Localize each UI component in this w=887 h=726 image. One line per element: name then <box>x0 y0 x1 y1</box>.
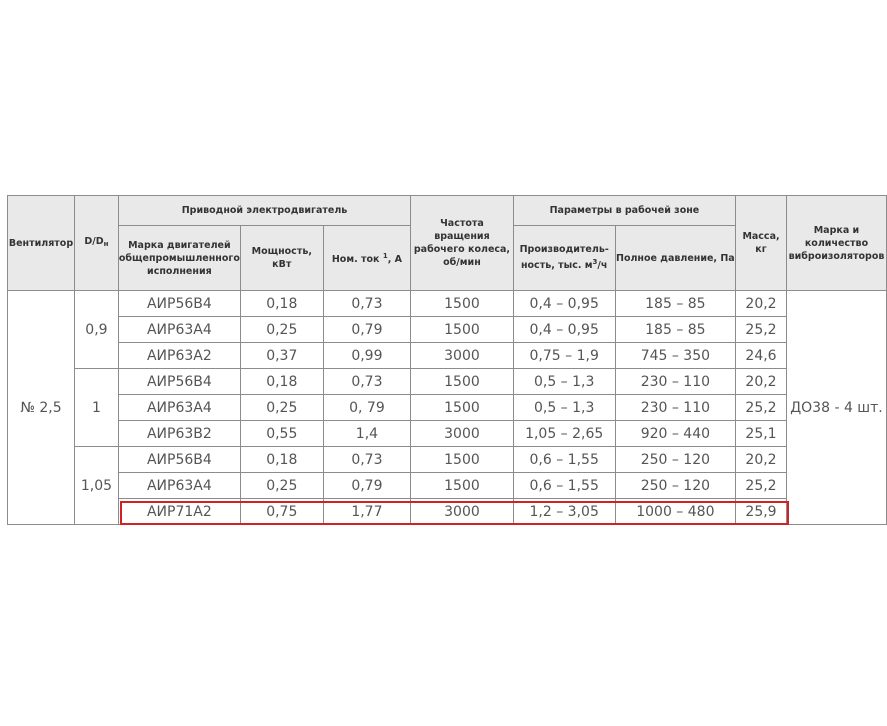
power-cell: 0,25 <box>240 317 323 343</box>
mass-cell: 25,9 <box>736 499 787 525</box>
pressure-cell: 250 – 120 <box>615 473 735 499</box>
table-row <box>8 369 887 395</box>
pressure-cell: 745 – 350 <box>615 343 735 369</box>
header-power: Мощность, кВт <box>240 226 323 291</box>
dd-cell: 1 <box>74 369 118 447</box>
dd-cell: 0,9 <box>74 291 118 369</box>
pressure-cell: 230 – 110 <box>615 369 735 395</box>
capacity-cell: 0,4 – 0,95 <box>513 291 615 317</box>
speed-cell: 1500 <box>411 473 514 499</box>
mass-cell: 25,2 <box>736 473 787 499</box>
pressure-cell: 250 – 120 <box>615 447 735 473</box>
power-cell: 0,75 <box>240 499 323 525</box>
current-cell: 1,4 <box>323 421 411 447</box>
current-cell: 1,77 <box>323 499 411 525</box>
current-cell: 0,79 <box>323 317 411 343</box>
brand-cell: АИР56В4 <box>118 369 240 395</box>
pressure-cell: 1000 – 480 <box>615 499 735 525</box>
table-row <box>8 447 887 473</box>
brand-cell: АИР63А4 <box>118 317 240 343</box>
header-fan: Вентилятор <box>8 196 75 291</box>
capacity-cell: 0,4 – 0,95 <box>513 317 615 343</box>
table-row <box>8 421 887 447</box>
power-cell: 0,18 <box>240 291 323 317</box>
current-cell: 0,79 <box>323 473 411 499</box>
header-current: Ном. ток $^1$, А <box>323 226 411 291</box>
capacity-cell: 1,2 – 3,05 <box>513 499 615 525</box>
brand-cell: АИР63А2 <box>118 343 240 369</box>
brand-cell: АИР56В4 <box>118 291 240 317</box>
spec-table-container <box>7 195 887 525</box>
current-cell: 0,99 <box>323 343 411 369</box>
current-cell: 0,73 <box>323 291 411 317</box>
speed-cell: 1500 <box>411 447 514 473</box>
power-cell: 0,55 <box>240 421 323 447</box>
isolator-cell: ДО38 - 4 шт. <box>786 291 886 525</box>
brand-cell: АИР63В2 <box>118 421 240 447</box>
capacity-cell: 0,6 – 1,55 <box>513 473 615 499</box>
header-pressure: Полное давление, Па <box>615 226 735 291</box>
speed-cell: 1500 <box>411 395 514 421</box>
fan-cell: № 2,5 <box>8 291 75 525</box>
power-cell: 0,25 <box>240 395 323 421</box>
table-row <box>8 473 887 499</box>
header-isolators: Марка и количество виброизоляторов <box>786 196 886 291</box>
current-cell: 0,73 <box>323 369 411 395</box>
speed-cell: 3000 <box>411 343 514 369</box>
pressure-cell: 185 – 85 <box>615 291 735 317</box>
speed-cell: 1500 <box>411 291 514 317</box>
power-cell: 0,25 <box>240 473 323 499</box>
header-capacity: Производитель-ность, тыс. $м^3/ч$ <box>513 226 615 291</box>
capacity-cell: 1,05 – 2,65 <box>513 421 615 447</box>
brand-cell: АИР56В4 <box>118 447 240 473</box>
header-speed: Частота вращения рабочего колеса, об/мин <box>411 196 514 291</box>
mass-cell: 25,1 <box>736 421 787 447</box>
mass-cell: 25,2 <box>736 395 787 421</box>
table-row <box>8 317 887 343</box>
brand-cell: АИР71А2 <box>118 499 240 525</box>
mass-cell: 25,2 <box>736 317 787 343</box>
table-row <box>8 291 887 317</box>
mass-cell: 20,2 <box>736 291 787 317</box>
speed-cell: 3000 <box>411 421 514 447</box>
pressure-cell: 230 – 110 <box>615 395 735 421</box>
current-cell: 0, 79 <box>323 395 411 421</box>
brand-cell: АИР63А4 <box>118 395 240 421</box>
spec-table-body <box>8 291 887 525</box>
power-cell: 0,18 <box>240 447 323 473</box>
dd-cell: 1,05 <box>74 447 118 525</box>
mass-cell: 20,2 <box>736 447 787 473</box>
mass-cell: 20,2 <box>736 369 787 395</box>
capacity-cell: 0,75 – 1,9 <box>513 343 615 369</box>
header-motor-brand: Марка двигателей общепромышленного исполнения <box>118 226 240 291</box>
capacity-cell: 0,5 – 1,3 <box>513 395 615 421</box>
table-row <box>8 343 887 369</box>
power-cell: 0,37 <box>240 343 323 369</box>
spec-table <box>7 195 887 525</box>
speed-cell: 1500 <box>411 317 514 343</box>
pressure-cell: 185 – 85 <box>615 317 735 343</box>
capacity-cell: 0,5 – 1,3 <box>513 369 615 395</box>
current-cell: 0,73 <box>323 447 411 473</box>
speed-cell: 1500 <box>411 369 514 395</box>
header-dd: $D/D_н$ <box>74 196 118 291</box>
header-work-zone: Параметры в рабочей зоне <box>513 196 735 226</box>
header-motor-group: Приводной электродвигатель <box>118 196 410 226</box>
header-mass: Масса, кг <box>736 196 787 291</box>
capacity-cell: 0,6 – 1,55 <box>513 447 615 473</box>
brand-cell: АИР63А4 <box>118 473 240 499</box>
table-row <box>8 395 887 421</box>
pressure-cell: 920 – 440 <box>615 421 735 447</box>
speed-cell: 3000 <box>411 499 514 525</box>
power-cell: 0,18 <box>240 369 323 395</box>
table-row <box>8 499 887 525</box>
mass-cell: 24,6 <box>736 343 787 369</box>
